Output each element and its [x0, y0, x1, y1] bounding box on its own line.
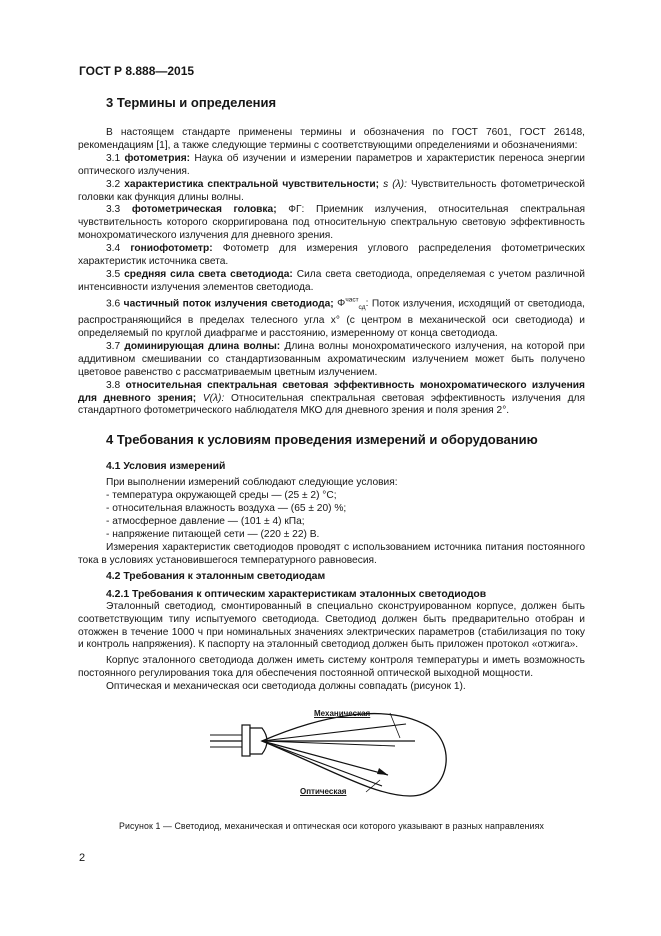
radiation-lobe	[262, 714, 446, 796]
term-3-6: 3.6 частичный поток излучения светодиода; $\Phi^{част}_{сд}$: Поток излучения, исходящий от светодиода, распространяющийся в пределах телесного угла x° (с центром в механической оси светодиода) и определяемый по круглой диафрагме и расстоянию, измеренному от конца светодиода.	[78, 296, 585, 340]
figure-1-caption: Рисунок 1 — Светодиод, механическая и оптическая оси которого указывают в разных направлениях	[119, 821, 544, 832]
section-4-1-heading-wrap	[78, 460, 585, 473]
section-4-2-1-para-2: Корпус эталонного светодиода должен иметь систему контроля температуры и иметь возможность постоянного регулирования тока для обеспечения постоянной оптической выходной мощности.	[78, 655, 585, 680]
page-content	[78, 88, 585, 833]
page-number: 2	[79, 852, 86, 864]
section-4-2-1-para-1: Эталонный светодиод, смонтированный в специально сконструированном корпусе, должен быть соответствующим типу испытуемого светодиода. Светодиод должен быть предварительно отобран и отожжен в течение 1000 ч при номинальных значениях электрических параметров (стабилизация по току и контроль напряжения). К паспорту на эталонный светодиод должен быть приложен протокол «отжига».	[78, 600, 585, 651]
section-3-intro: В настоящем стандарте применены термины и обозначения по ГОСТ 7601, ГОСТ 26148, рекомендациям [1], а также следующие термины с соответствующими определениями и обозначениями:	[78, 127, 585, 151]
section-4-2-1-heading: 4.2.1 Требования к оптическим характеристикам эталонных светодиодов	[106, 588, 487, 600]
section-4-1-intro: При выполнении измерений соблюдают следующие условия:	[106, 477, 398, 489]
section-4-2-heading: 4.2 Требования к эталонным светодиодам	[106, 570, 326, 582]
term-3-3: 3.3 фотометрическая головка; ФГ: Приемник излучения, относительная спектральная чувствительность которого скорригирована под относительную спектральную световую эффективность монохроматического излучения для дневного зрения.	[78, 204, 585, 242]
section-4-1-heading: 4.1 Условия измерений	[106, 461, 226, 473]
section-3-heading: 3 Термины и определения	[106, 95, 277, 110]
led-flange	[242, 725, 250, 756]
term-3-4: 3.4 гониофотометр: Фотометр для измерения углового распределения фотометрических характеристик источника света.	[78, 243, 585, 268]
section-4-2-heading-wrap	[78, 570, 585, 583]
optical-axis-arrowhead	[377, 768, 388, 775]
section-4-heading: 4 Требования к условиям проведения измерений и оборудованию	[106, 432, 538, 448]
term-3-8: 3.8 относительная спектральная световая эффективность монохроматического излучения для дневного зрения; V(λ): Относительная спектральная световая эффективность излучения для стандартного фотометрического наблюдателя МКО для дневного зрения и поля зрения 2°.	[78, 379, 585, 417]
section-4-2-1-para-3: Оптическая и механическая оси светодиода должны совпадать (рисунок 1).	[106, 681, 466, 693]
term-3-7: 3.7 доминирующая длина волны: Длина волны монохроматического излучения, на которой при аддитивном смешивании со стандартизованным ахроматическим излучением может быть получено цветовое равенство с рассматриваемым цветным излучением.	[78, 340, 585, 378]
term-3-1: 3.1 фотометрия: Наука об изучении и измерении параметров и характеристик переноса энергии оптического излучения.	[78, 152, 585, 177]
ray-middle	[262, 741, 395, 746]
term-3-5: 3.5 средняя сила света светодиода: Сила света светодиода, определяемая с учетом различной интенсивности излучения элементов светодиода.	[78, 268, 585, 293]
condition-humidity: - относительная влажность воздуха — (65 ± 20) %;	[106, 503, 347, 515]
mechanical-axis-label: Механическая	[314, 709, 371, 719]
section-4-2-1-heading-wrap	[78, 588, 585, 601]
section-4-heading-wrap	[78, 432, 585, 448]
section-4-1-outro: Измерения характеристик светодиодов проводят с использованием источника питания постоянного тока в условиях установившегося температурного равновесия.	[78, 541, 585, 566]
section-3-heading-wrap	[78, 95, 585, 111]
condition-voltage: - напряжение питающей сети — (220 ± 22) В.	[106, 528, 320, 540]
optical-axis-ray	[262, 741, 388, 775]
partial-flux-symbol: $\Phi^{част}_{сд}$:	[337, 296, 369, 312]
ray-lower	[262, 741, 382, 786]
condition-pressure: - атмосферное давление — (101 ± 4) кПа;	[106, 516, 305, 528]
conditions-list	[78, 490, 585, 542]
term-3-2: 3.2 характеристика спектральной чувствительности; s (λ): Чувствительность фотометрической головки как функция длины волны.	[78, 178, 585, 203]
figure-1	[78, 704, 585, 810]
running-header: ГОСТ Р 8.888—2015	[79, 64, 195, 78]
optical-axis-label: Оптическая	[300, 787, 347, 797]
condition-temperature: - температура окружающей среды — (25 ± 2) °С;	[106, 490, 337, 502]
